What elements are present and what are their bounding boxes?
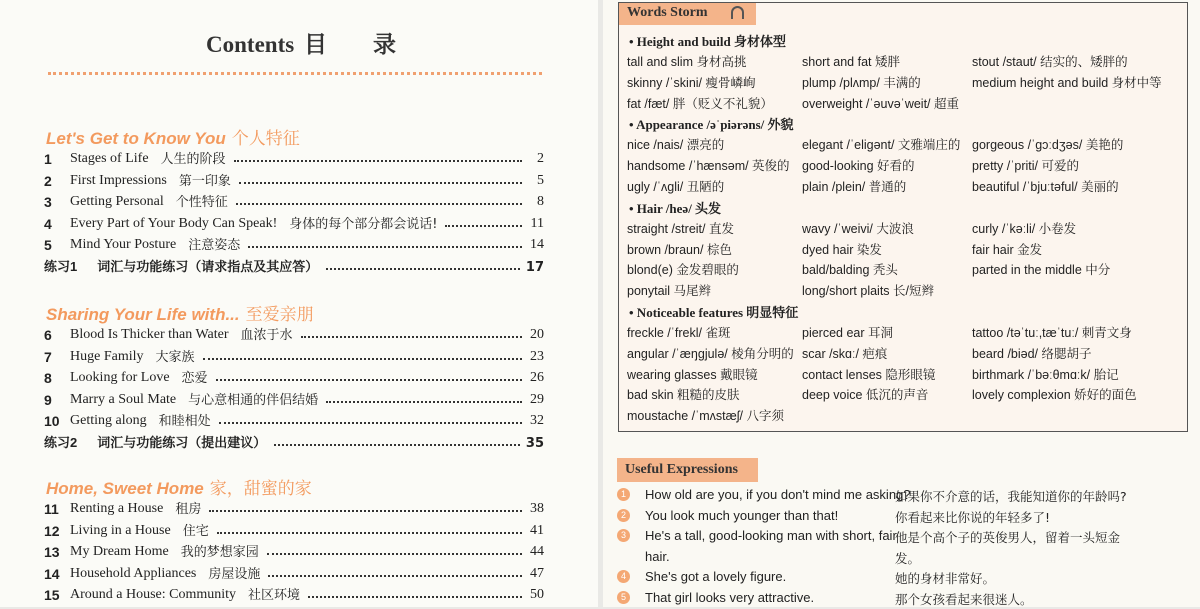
vocab-item: curly /ˈkəːli/ 小卷发 <box>972 221 1077 236</box>
entry-title-en: First Impressions <box>70 172 167 188</box>
entry-title-zh: 大家族 <box>155 349 195 365</box>
vocab-item: pierced ear 耳洞 <box>802 326 894 340</box>
expression-en: You look much younger than that! <box>645 507 839 523</box>
vocab-item: straight /streit/ 直发 <box>627 221 734 236</box>
headphones-icon[interactable] <box>731 6 744 19</box>
toc-entry[interactable] <box>44 211 544 232</box>
vocab-item: plump /plʌmp/ 丰满的 <box>802 75 921 90</box>
vocab-item: skinny /ˈskini/ 瘦骨嶙峋 <box>627 75 756 90</box>
dot-leader <box>274 444 520 446</box>
entry-title-en: Stages of Life <box>70 151 149 166</box>
entry-page: 20 <box>530 327 544 342</box>
number-badge: 1 <box>617 488 630 501</box>
vocab-item: short and fat 矮胖 <box>802 55 900 69</box>
entry-title-zh: 与心意相通的伴侣结婚 <box>188 392 319 408</box>
dot-leader <box>326 268 520 270</box>
vocab-item: moustache /ˈmʌstæʃ/ 八字须 <box>627 409 784 424</box>
entry-title-zh: 注意姿态 <box>188 238 241 254</box>
expression-item <box>617 589 1197 609</box>
vocab-row <box>627 258 1187 278</box>
expression-en: That girl looks very attractive. <box>645 590 815 605</box>
vocab-row <box>627 133 1187 153</box>
entry-title-zh: 第一印象 <box>178 173 231 189</box>
toc-entry[interactable] <box>44 189 544 210</box>
vocab-item: long/short plaits 长/短辫 <box>802 284 934 299</box>
entry-title-en: Looking for Love <box>70 370 170 386</box>
vocab-item: angular /ˈæŋgjulə/ 棱角分明的 <box>627 346 794 361</box>
vocab-item: tattoo /təˈtuː,tæˈtuː/ 刺青文身 <box>972 326 1132 340</box>
entry-title-en: Huge Family <box>70 348 144 364</box>
expression-zh: 你看起来比你说的年轻多了! <box>895 509 1051 525</box>
vocab-row <box>627 92 1187 112</box>
dot-leader <box>326 401 522 403</box>
expression-en: She's got a lovely figure. <box>645 569 787 585</box>
toc-entry[interactable] <box>44 539 544 560</box>
dot-leader <box>216 379 522 381</box>
vocab-item: bad skin 粗糙的皮肤 <box>627 388 740 403</box>
words-storm-label: Words Storm <box>627 5 708 20</box>
toc-entry[interactable] <box>44 387 544 408</box>
vocab-item: lovely complexion 娇好的面色 <box>972 388 1137 403</box>
vocab-row <box>627 50 1187 70</box>
dot-leader <box>209 510 522 512</box>
vocab-row <box>627 175 1187 195</box>
entry-title-zh: 词汇与功能练习（请求指点及其应答） <box>97 260 319 275</box>
entry-number: 4 <box>44 215 52 232</box>
section-heading-en: Sharing Your Life with... <box>46 305 240 324</box>
entry-title-zh: 身体的每个部分都会说话! <box>289 216 438 232</box>
entry-title-zh: 词汇与功能练习（提出建议） <box>97 436 267 451</box>
toc-entry[interactable] <box>44 430 544 451</box>
section-heading-zh: 家，甜蜜的家 <box>209 479 312 498</box>
vocab-item: fat /fæt/ 胖（贬义不礼貌） <box>627 96 773 111</box>
vocab-item: plain /plein/ 普通的 <box>802 180 907 194</box>
dot-leader <box>248 246 522 248</box>
entry-title-en: Around a House: Community <box>70 587 237 603</box>
expression-item <box>617 527 1197 547</box>
entry-page: 47 <box>530 565 544 581</box>
entry-page: 17 <box>525 260 544 275</box>
vocab-row <box>627 238 1187 258</box>
expression-en: How old are you, if you don't mind me asking? <box>645 487 911 502</box>
dot-leader <box>267 553 522 555</box>
expression-item <box>617 486 1197 506</box>
dot-leader <box>219 422 522 424</box>
entry-title-en: My Dream Home <box>70 544 169 560</box>
title-zh: 目 录 <box>303 32 396 57</box>
dot-leader <box>445 225 522 227</box>
entry-number: 10 <box>44 413 60 430</box>
vocab-item: contact lenses 隐形眼镜 <box>802 367 936 382</box>
vocab-item: blond(e) 金发碧眼的 <box>627 263 739 278</box>
toc-entry[interactable] <box>44 254 544 275</box>
vocab-item: beautiful /ˈbjuːtəful/ 美丽的 <box>972 180 1119 194</box>
toc-entry[interactable] <box>44 168 544 189</box>
toc-entry[interactable] <box>44 365 544 386</box>
vocab-item: parted in the middle 中分 <box>972 263 1111 278</box>
toc-entry[interactable] <box>44 518 544 539</box>
dot-leader <box>234 160 522 162</box>
dot-leader <box>301 336 522 338</box>
entry-page: 2 <box>537 151 544 166</box>
entry-page: 26 <box>530 370 544 386</box>
entry-page: 5 <box>537 172 544 188</box>
vocab-row <box>627 342 1187 362</box>
vocab-item: freckle /ˈfrekl/ 雀斑 <box>627 326 731 340</box>
dot-leader <box>308 596 522 598</box>
entry-title-zh: 租房 <box>175 502 202 517</box>
toc-entry[interactable] <box>44 408 544 429</box>
expression-zh: 如果你不介意的话，我能知道你的年龄吗? <box>895 489 1127 504</box>
vocab-row <box>627 404 1187 424</box>
number-badge: 4 <box>617 570 630 583</box>
group-heading: • Noticeable features 明显特征 <box>629 305 799 320</box>
vocab-item: elegant /ˈeligənt/ 文雅端庄的 <box>802 138 961 153</box>
dot-leader <box>217 532 522 534</box>
entry-number: 14 <box>44 565 60 582</box>
dot-leader <box>268 575 522 577</box>
vocab-item: gorgeous /ˈgɔːdʒəs/ 美艳的 <box>972 138 1124 153</box>
entry-page: 44 <box>530 544 544 560</box>
useful-expressions-label: Useful Expressions <box>625 462 738 477</box>
expression-en: He's a tall, good-looking man with short, fair <box>645 528 897 544</box>
toc-entry[interactable] <box>44 322 544 343</box>
toc-entry[interactable] <box>44 561 544 582</box>
useful-expressions-tab <box>617 458 758 482</box>
number-badge: 3 <box>617 529 630 542</box>
number-badge: 2 <box>617 509 630 522</box>
vocab-row <box>627 217 1187 237</box>
vocabulary-page <box>603 0 1200 607</box>
toc-entry[interactable] <box>44 344 544 365</box>
entry-page: 14 <box>530 237 544 253</box>
entry-page: 11 <box>530 215 544 231</box>
entry-page: 8 <box>537 194 544 210</box>
vocab-item: handsome /ˈhænsəm/ 英俊的 <box>627 159 790 174</box>
group-heading: • Height and build 身材体型 <box>629 34 786 49</box>
entry-title-zh: 和睦相处 <box>158 414 211 430</box>
entry-title-zh: 社区环境 <box>248 588 301 604</box>
expression-en: hair. <box>645 548 670 564</box>
expression-item <box>617 568 1197 588</box>
entry-title-zh: 个性特征 <box>175 195 228 211</box>
entry-number: 3 <box>44 194 52 211</box>
title-en: Contents <box>206 32 295 57</box>
vocab-row <box>627 321 1187 341</box>
section-heading-zh: 个人特征 <box>231 129 300 148</box>
entry-title-en: Getting Personal <box>70 194 164 210</box>
vocab-item: beard /biəd/ 络腮胡子 <box>972 346 1092 361</box>
vocab-item: dyed hair 染发 <box>802 242 882 257</box>
vocab-item: ponytail 马尾辫 <box>627 284 712 299</box>
expression-zh: 那个女孩看起来很迷人。 <box>895 592 1033 607</box>
entry-number: 1 <box>44 151 52 167</box>
section-heading-zh: 至爱亲朋 <box>245 305 314 324</box>
entry-number: 7 <box>44 348 52 365</box>
entry-page: 35 <box>525 436 544 451</box>
vocab-item: good-looking 好看的 <box>802 159 915 174</box>
page-title <box>0 26 598 59</box>
expression-zh: 她的身材非常好。 <box>895 571 996 587</box>
dot-leader <box>239 182 522 184</box>
entry-number: 13 <box>44 544 60 561</box>
vocab-item: tall and slim 身材高挑 <box>627 55 747 69</box>
vocab-row <box>627 363 1187 383</box>
vocab-item: brown /braun/ 棕色 <box>627 242 732 257</box>
dot-leader <box>203 358 522 360</box>
number-badge: 5 <box>617 591 630 604</box>
entry-title-en: Getting along <box>70 413 147 429</box>
entry-page: 38 <box>530 501 544 516</box>
entry-title-zh: 恋爱 <box>181 371 208 387</box>
entry-number: 练习2 <box>44 435 78 450</box>
entry-title-en: Renting a House <box>70 501 164 516</box>
entry-number: 练习1 <box>44 259 78 274</box>
entry-title-zh: 人生的阶段 <box>160 152 226 167</box>
toc-entry[interactable] <box>44 232 544 253</box>
entry-number: 5 <box>44 237 52 254</box>
vocab-item: fair hair 金发 <box>972 242 1043 257</box>
toc-entry[interactable] <box>44 146 544 167</box>
entry-title-en: Living in a House <box>70 522 171 538</box>
entry-page: 23 <box>530 348 544 364</box>
vocab-row <box>627 383 1187 403</box>
entry-title-en: Every Part of Your Body Can Speak! <box>70 215 278 231</box>
vocab-item: overweight /ˈəuvəˈweit/ 超重 <box>802 96 960 111</box>
words-storm-box <box>618 2 1188 432</box>
expression-zh: 发。 <box>895 550 921 566</box>
entry-number: 15 <box>44 587 60 604</box>
section-heading-en: Let's Get to Know You <box>46 129 226 148</box>
vocab-item: bald/balding 秃头 <box>802 263 898 278</box>
contents-page <box>0 0 598 607</box>
entry-title-zh: 房屋设施 <box>208 566 261 582</box>
entry-title-zh: 血浓于水 <box>240 328 293 343</box>
vocab-item: deep voice 低沉的声音 <box>802 388 929 403</box>
expression-item <box>617 548 1197 568</box>
vocab-item: scar /skɑː/ 疤痕 <box>802 346 888 361</box>
vocab-row <box>627 279 1187 299</box>
entry-title-zh: 我的梦想家园 <box>180 545 259 561</box>
vocab-item: wearing glasses 戴眼镜 <box>627 367 758 382</box>
words-storm-tab <box>619 3 756 25</box>
vocab-item: nice /nais/ 漂亮的 <box>627 138 725 153</box>
entry-title-en: Mind Your Posture <box>70 237 177 253</box>
entry-title-zh: 住宅 <box>182 523 209 539</box>
entry-number: 2 <box>44 172 52 189</box>
entry-title-en: Marry a Soul Mate <box>70 391 177 407</box>
vocab-item: stout /staut/ 结实的、矮胖的 <box>972 55 1128 69</box>
section-heading-en: Home, Sweet Home <box>46 479 204 498</box>
vocab-item: pretty /ˈpriti/ 可爱的 <box>972 159 1079 174</box>
toc-entry[interactable] <box>44 496 544 517</box>
entry-page: 32 <box>530 413 544 429</box>
vocab-item: medium height and build 身材中等 <box>972 75 1162 90</box>
dotted-divider <box>48 72 542 75</box>
entry-page: 50 <box>530 587 544 603</box>
entry-number: 11 <box>44 501 59 517</box>
vocab-item: birthmark /ˈbəːθmɑːk/ 胎记 <box>972 367 1119 382</box>
vocab-row <box>627 154 1187 174</box>
entry-number: 6 <box>44 327 52 343</box>
expression-zh: 他是个高个子的英俊男人，留着一头短金 <box>895 530 1121 546</box>
entry-number: 8 <box>44 370 52 387</box>
entry-page: 41 <box>530 522 544 538</box>
entry-number: 12 <box>44 522 60 539</box>
toc-entry[interactable] <box>44 582 544 603</box>
group-heading: • Hair /heə/ 头发 <box>629 200 722 216</box>
entry-number: 9 <box>44 391 52 408</box>
group-heading: • Appearance /əˈpiərəns/ 外貌 <box>629 117 794 133</box>
dot-leader <box>236 203 522 205</box>
vocab-row <box>627 71 1187 91</box>
vocab-item: ugly /ˈʌgli/ 丑陋的 <box>627 180 725 194</box>
entry-title-en: Household Appliances <box>70 565 197 581</box>
entry-page: 29 <box>530 391 544 407</box>
entry-title-en: Blood Is Thicker than Water <box>70 327 229 342</box>
vocab-item: wavy /ˈweivi/ 大波浪 <box>802 221 914 236</box>
expression-item <box>617 507 1197 527</box>
